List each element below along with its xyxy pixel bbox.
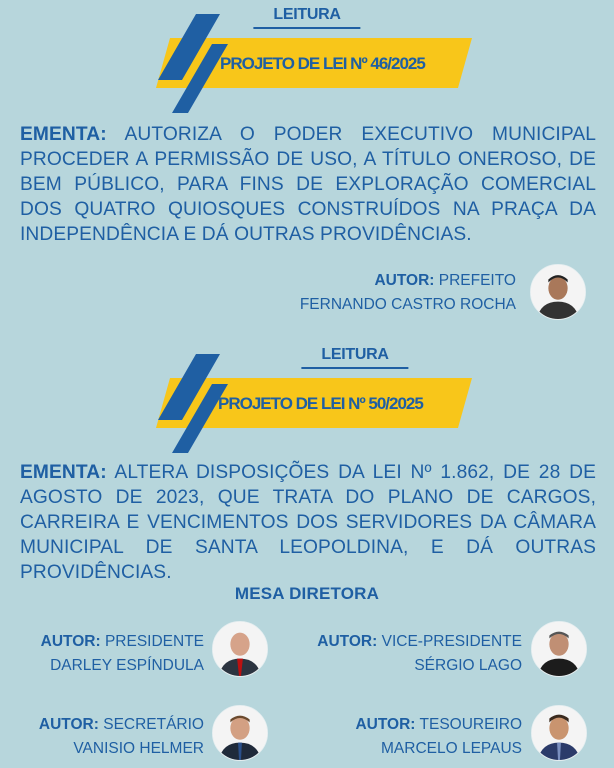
- member-secretario: [39, 714, 204, 760]
- member-author-label: AUTOR:: [38, 716, 99, 733]
- section1-banner-title: PROJETO DE LEI Nº 46/2025: [220, 54, 425, 73]
- member-role: SECRETÁRIO: [98, 716, 204, 733]
- section1-banner: [150, 14, 480, 104]
- section2-ementa-label: EMENTA:: [20, 462, 107, 483]
- mesa-diretora-title: MESA DIRETORA: [234, 584, 380, 603]
- section1-author-name: FERNANDO CASTRO ROCHA: [299, 296, 516, 313]
- member-role: VICE-PRESIDENTE: [377, 633, 522, 650]
- member-role: TESOUREIRO: [415, 716, 522, 733]
- member-author-label: AUTOR:: [40, 633, 101, 650]
- member-vice-presidente: [317, 631, 522, 677]
- section1-author-label: AUTOR:: [374, 272, 435, 289]
- avatar-presidente: [212, 621, 268, 677]
- member-tesoureiro: [355, 714, 522, 760]
- section1-ementa: [20, 122, 596, 247]
- section2-label: LEITURA: [321, 346, 388, 364]
- section2-ementa-text: ALTERA DISPOSIÇÕES DA LEI Nº 1.862, DE 28 DE AGOSTO DE 2023, QUE TRATA DO PLANO DE CARGOS, CARREIRA E VENCIMENTOS DOS SERVIDORES DA CÂMARA MUNICIPAL DE SANTA LEOPOLDINA, E DÁ OUTRAS PROVIDÊNCIAS.: [20, 462, 596, 583]
- member-name: DARLEY ESPÍNDULA: [50, 657, 204, 674]
- member-role: PRESIDENTE: [100, 633, 204, 650]
- member-author-label: AUTOR:: [317, 633, 378, 650]
- avatar-prefeito: [530, 264, 586, 320]
- avatar-secretario: [212, 705, 268, 761]
- member-presidente: [41, 631, 204, 677]
- section2-banner: [150, 354, 480, 444]
- section2-banner-title: PROJETO DE LEI Nº 50/2025: [218, 394, 423, 413]
- member-name: MARCELO LEPAUS: [381, 740, 522, 757]
- member-name: SÉRGIO LAGO: [414, 657, 522, 674]
- avatar-vice-presidente: [531, 621, 587, 677]
- avatar-tesoureiro: [531, 705, 587, 761]
- section2-ementa: [20, 460, 596, 585]
- section1-ementa-label: EMENTA:: [20, 124, 107, 145]
- member-name: VANISIO HELMER: [73, 740, 204, 757]
- section1-author-role: PREFEITO: [434, 272, 516, 289]
- section1-author: [300, 270, 516, 316]
- member-author-label: AUTOR:: [355, 716, 416, 733]
- section1-ementa-text: AUTORIZA O PODER EXECUTIVO MUNICIPAL PROCEDER A PERMISSÃO DE USO, A TÍTULO ONEROSO, DE BEM PÚBLICO, PARA FINS DE EXPLORAÇÃO COMERCIAL DOS QUATRO QUIOSQUES CONSTRUÍDOS NA PRAÇA DA INDEPENDÊNCIA E DÁ OUTRAS PROVIDÊNCIAS.: [20, 124, 596, 245]
- section1-label: LEITURA: [273, 6, 340, 24]
